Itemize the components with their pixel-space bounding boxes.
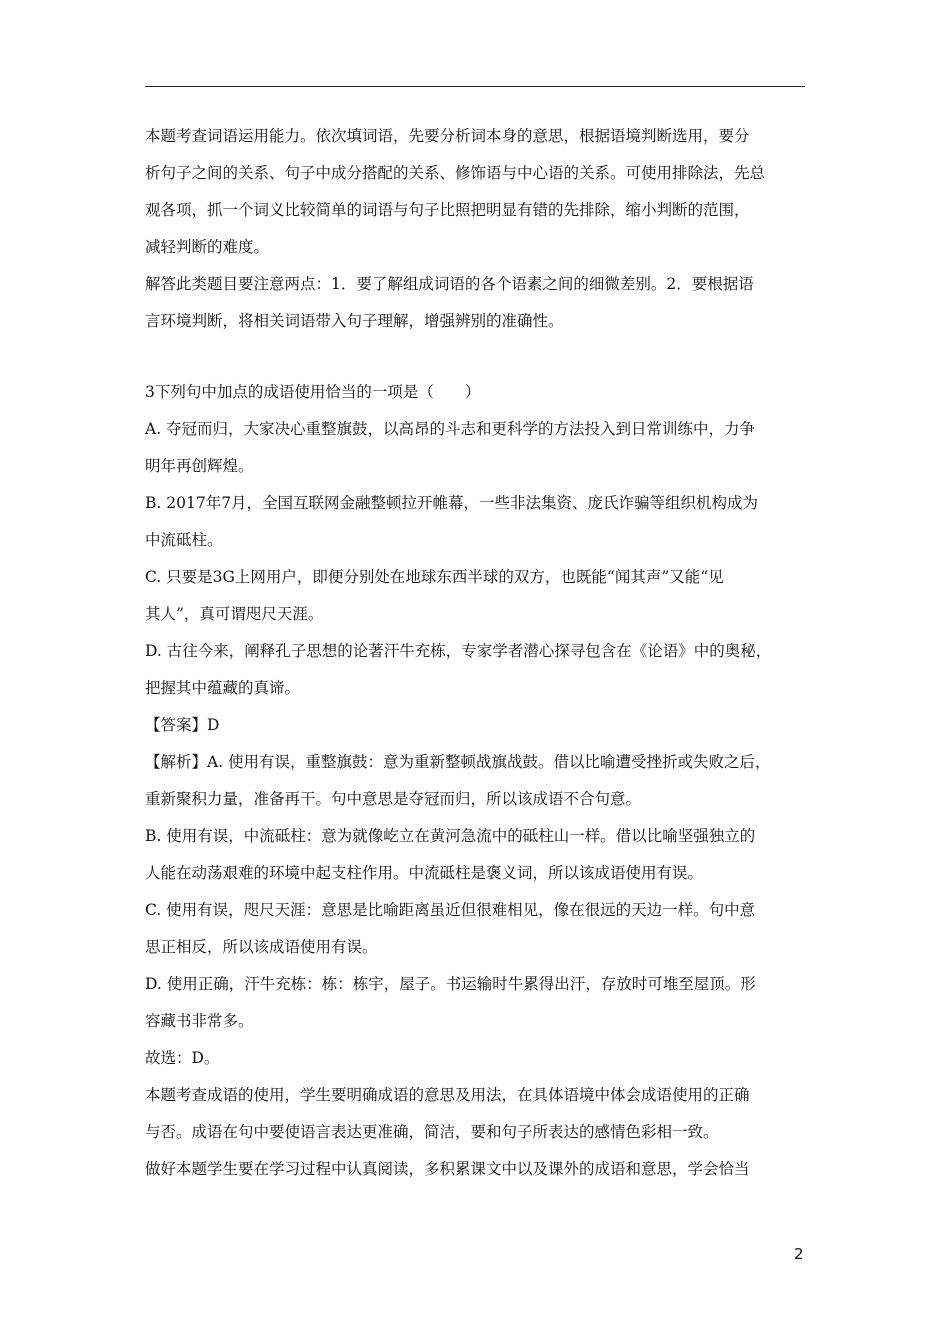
spacer [145,340,815,374]
text-line: 其人”，真可谓咫尺天涯。 [145,605,324,623]
text-line: 思正相反，所以该成语使用有误。 [145,938,378,956]
text-line: 言环境判断，将相关词语带入句子理解，增强辨别的准确性。 [145,312,564,330]
analysis-d [145,966,815,1040]
text-line: 做好本题学生要在学习过程中认真阅读，多积累课文中以及课外的成语和意思，学会恰当 [145,1160,750,1178]
option-c [145,559,815,633]
text-line: 中流砥柱。 [145,531,223,549]
option-d [145,633,815,707]
text-line: 故选：D。 [145,1049,220,1067]
text-line: C. 使用有误，咫尺天涯：意思是比喻距离虽近但很难相见，像在很远的天边一样。句中意 [145,901,756,919]
text-line: 减轻判断的难度。 [145,238,270,256]
tips-paragraph [145,266,815,340]
document-body [145,118,815,1188]
page-number: 2 [794,1245,804,1263]
text-line: 析句子之间的关系、句子中成分搭配的关系、修饰语与中心语的关系。可使用排除法，先总 [145,164,766,182]
text-line: B. 2017年7月，全国互联网金融整顿拉开帷幕，一些非法集资、庞氏诈骗等组织机构成为 [145,494,759,512]
analysis-b [145,818,815,892]
text-line: B. 使用有误，中流砥柱：意为就像屹立在黄河急流中的砥柱山一样。借以比喻坚强独立的 [145,827,756,845]
header-rule [145,86,805,87]
text-line: 把握其中蕴藏的真谛。 [145,679,301,697]
summary-paragraph [145,1077,815,1151]
text-line: 解答此类题目要注意两点：1．要了解组成词语的各个语素之间的细微差别。2．要根据语 [145,275,754,293]
option-a [145,411,815,485]
text-line: 【解析】A. 使用有误，重整旗鼓：意为重新整顿战旗战鼓。借以比喻遭受挫折或失败之后， [145,753,771,771]
text-line: 3下列句中加点的成语使用恰当的一项是（ ） [145,383,481,401]
explanation-paragraph [145,118,815,266]
text-line: 【答案】D [145,716,220,734]
text-line: 与否。成语在句中要使语言表达更准确，简洁，要和句子所表达的感情色彩相一致。 [145,1123,719,1141]
text-line: 明年再创辉煌。 [145,457,254,475]
text-line: 本题考查成语的使用，学生要明确成语的意思及用法，在具体语境中体会成语使用的正确 [145,1086,750,1104]
advice-paragraph [145,1151,815,1188]
question-stem [145,374,815,411]
text-line: 重新聚积力量，准备再干。句中意思是夺冠而归，所以该成语不合句意。 [145,790,642,808]
analysis-a [145,744,815,818]
text-line: 观各项，抓一个词义比较简单的词语与句子比照把明显有错的先排除，缩小判断的范围， [145,201,750,219]
text-line: D. 使用正确，汗牛充栋：栋：栋宇，屋子。书运输时牛累得出汗，存放时可堆至屋顶。形 [145,975,756,993]
text-line: 容藏书非常多。 [145,1012,254,1030]
text-line: 人能在动荡艰难的环境中起支柱作用。中流砥柱是褒义词，所以该成语使用有误。 [145,864,704,882]
final-choice [145,1040,815,1077]
answer-line [145,707,815,744]
text-line: 本题考查词语运用能力。依次填词语，先要分析词本身的意思，根据语境判断选用，要分 [145,127,750,145]
text-line: C. 只要是3G上网用户，即便分别处在地球东西半球的双方，也既能“闻其声”又能“见 [145,568,724,586]
option-b [145,485,815,559]
analysis-c [145,892,815,966]
text-line: A. 夺冠而归，大家决心重整旗鼓，以高昂的斗志和更科学的方法投入到日常训练中，力争 [145,420,756,438]
text-line: D. 古往今来，阐释孔子思想的论著汗牛充栋，专家学者潜心探寻包含在《论语》中的奥秘， [145,642,772,660]
